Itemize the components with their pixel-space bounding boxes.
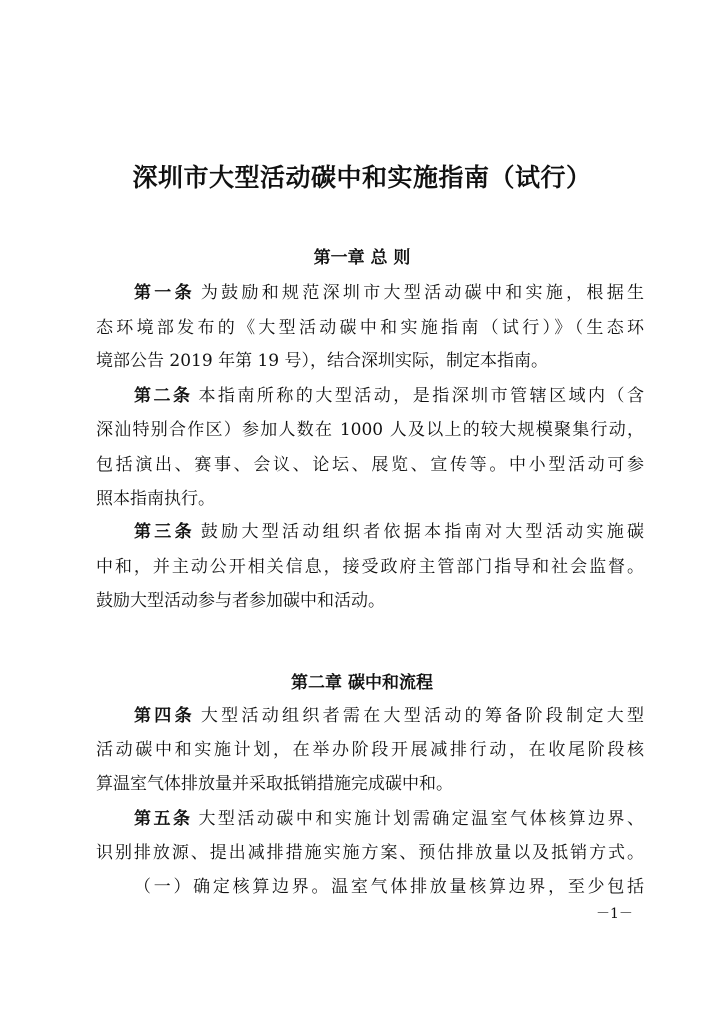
page-number: －1－ — [596, 906, 633, 922]
article-5-line-1: 第五条 大型活动碳中和实施计划需确定温室气体核算边界、 — [134, 809, 645, 829]
article-4-label: 第四条 — [134, 706, 195, 726]
article-2-line-2: 深汕特别合作区）参加人数在 1000 人及以上的较大规模聚集行动， — [96, 420, 644, 440]
article-5-line-3: （一）确定核算边界。温室气体排放量核算边界，至少包括 — [134, 877, 644, 897]
article-3-line-3: 鼓励大型活动参与者参加碳中和活动。 — [96, 591, 385, 611]
article-4-line-2: 活动碳中和实施计划，在举办阶段开展减排行动，在收尾阶段核 — [96, 740, 644, 760]
document-title: 深圳市大型活动碳中和实施指南（试行） — [132, 163, 592, 192]
article-3-line-1: 第三条 鼓励大型活动组织者依据本指南对大型活动实施碳 — [134, 522, 644, 542]
article-1-line-1: 第一条 为鼓励和规范深圳市大型活动碳中和实施，根据生 — [134, 283, 644, 303]
chapter-2-heading: 第二章 碳中和流程 — [291, 673, 433, 693]
article-3-label: 第三条 — [134, 522, 195, 542]
chapter-1-heading: 第一章 总 则 — [313, 248, 411, 268]
article-1-line-2: 态环境部发布的《大型活动碳中和实施指南（试行）》（生态环 — [96, 318, 644, 338]
article-4-line-1: 第四条 大型活动组织者需在大型活动的筹备阶段制定大型 — [134, 706, 644, 726]
article-5-label: 第五条 — [134, 809, 193, 829]
article-2-label: 第二条 — [134, 386, 193, 406]
article-3-line-2: 中和，并主动公开相关信息，接受政府主管部门指导和社会监督。 — [96, 557, 644, 577]
article-4-line-3: 算温室气体排放量并采取抵销措施完成碳中和。 — [96, 774, 453, 794]
article-1-label: 第一条 — [134, 283, 195, 303]
article-2-line-4: 照本指南执行。 — [96, 489, 215, 509]
article-2-line-1: 第二条 本指南所称的大型活动，是指深圳市管辖区域内（含 — [134, 386, 645, 406]
article-1-line-3: 境部公告 2019 年第 19 号），结合深圳实际，制定本指南。 — [96, 351, 549, 371]
article-5-line-2: 识别排放源、提出减排措施实施方案、预估排放量以及抵销方式。 — [96, 843, 644, 863]
article-2-line-3: 包括演出、赛事、会议、论坛、展览、宣传等。中小型活动可参 — [96, 455, 644, 475]
